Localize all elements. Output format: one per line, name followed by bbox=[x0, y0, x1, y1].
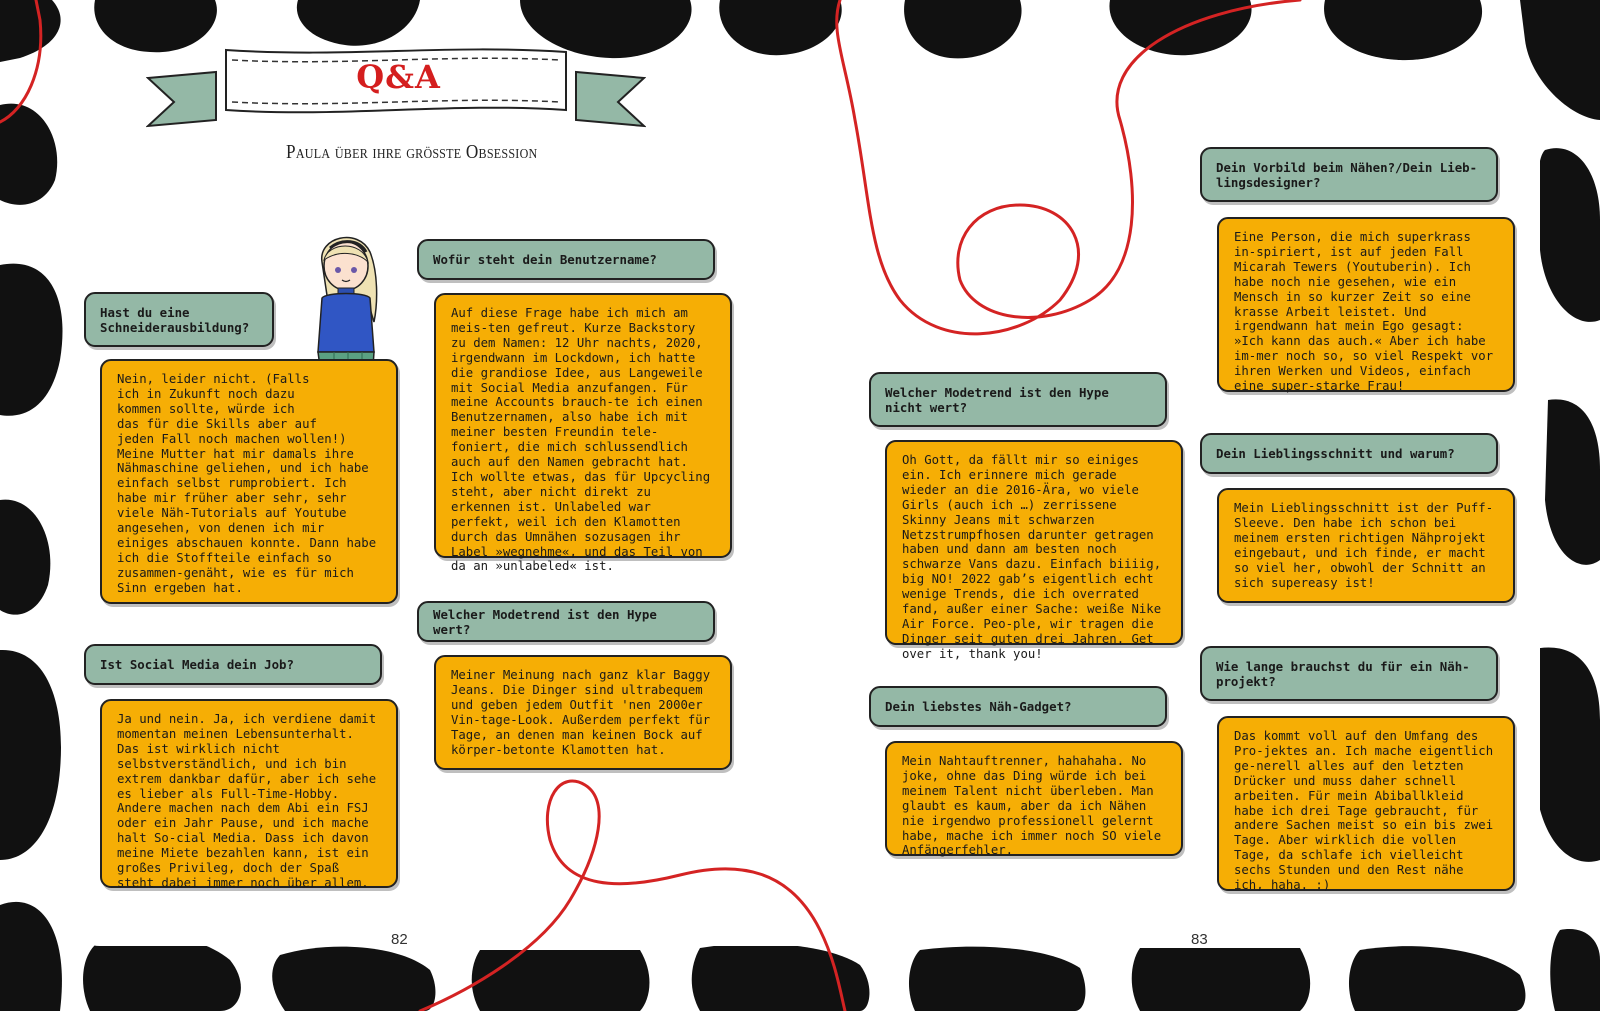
page-subtitle: Paula über ihre größte Obsession bbox=[286, 141, 538, 163]
question-box: Hast du eine Schneiderausbildung? bbox=[84, 292, 274, 347]
page-title: Q&A bbox=[356, 58, 441, 96]
question-box: Dein liebstes Näh-Gadget? bbox=[869, 686, 1167, 727]
answer-box: Auf diese Frage habe ich mich am meis-ten gefreut. Kurze Backstory zu dem Namen: 12 Uhr nachts, 2020, irgendwann im Lockdown, ich hatte die grandiose Idee, aus Langeweile mit Social Media anzufangen. Für meine Accounts brauch-te ich einen Benutzernamen, also habe ich mit meiner besten Freundin tele-foniert, die mich schlussendlich auch auf den Namen gebracht hat. Ich wollte etwas, das für Upcycling steht, aber nicht direkt zu erkennen ist. Unlabeled war perfekt, weil ich den Klamotten durch das Umnähen sozusagen ihr Label »wegnehme«, und das Teil von da an »unlabeled« ist. bbox=[434, 293, 732, 558]
answer-box: Ja und nein. Ja, ich verdiene damit momentan meinen Lebensunterhalt. Das ist wirklich nicht selbstverständlich, und ich bin extrem dankbar dafür, aber ich sehe es lieber als Full-Time-Hobby. Andere machen nach dem Abi ein FSJ oder ein Jahr Pause, und ich mache halt So-cial Media. Dass ich davon meine Miete bezahlen kann, ist ein großes Privileg, doch der Spaß steht dabei immer noch über allem. bbox=[100, 699, 398, 888]
answer-box: Mein Nahtauftrenner, hahahaha. No joke, ohne das Ding würde ich bei meinem Talent nicht überleben. Man glaubt es kaum, aber da ich Nähen nie irgendwo professionell gelernt habe, mache ich immer noch SO viele Anfängerfehler. bbox=[885, 741, 1183, 856]
question-box: Ist Social Media dein Job? bbox=[84, 644, 382, 685]
question-box: Dein Lieblingsschnitt und warum? bbox=[1200, 433, 1498, 474]
answer-box: Das kommt voll auf den Umfang des Pro-jektes an. Ich mache eigentlich ge-nerell alles auf den letzten Drücker und muss daher schnell arbeiten. Für mein Abiballkleid habe ich drei Tage gebraucht, für andere Sachen meist so ein bis zwei Tage. Aber wirklich die vollen Tage, da schlafe ich vielleicht sechs Stunden und den Rest nähe ich, haha. :) bbox=[1217, 716, 1515, 891]
answer-box: Nein, leider nicht. (Falls ich in Zukunft noch dazu kommen sollte, würde ich das für die Skills aber auf jeden Fall noch machen wollen!) Meine Mutter hat mir damals ihre Nähmaschine geliehen, und ich habe einfach selbst rumprobiert. Ich habe mir früher aber sehr, sehr viele Näh-Tutorials auf Youtube angesehen, von denen ich mir einiges abschauen konnte. Dann habe ich die Stoffteile einfach so zusammen-genäht, wie es für mich Sinn ergeben hat. bbox=[100, 359, 398, 604]
answer-box: Mein Lieblingsschnitt ist der Puff-Sleeve. Den habe ich schon bei meinem ersten richtigen Nähprojekt eingebaut, und ich finde, er macht so viel her, obwohl der Schnitt an sich supereasy ist! bbox=[1217, 488, 1515, 603]
page-number-left: 82 bbox=[391, 931, 408, 948]
question-box: Wie lange brauchst du für ein Näh-projekt? bbox=[1200, 646, 1498, 701]
question-box: Wofür steht dein Benutzername? bbox=[417, 239, 715, 280]
answer-box: Meiner Meinung nach ganz klar Baggy Jeans. Die Dinger sind ultrabequem und geben jedem Outfit 'nen 2000er Vin-tage-Look. Außerdem perfekt für Tage, an denen man keinen Bock auf körper-betonte Klamotten hat. bbox=[434, 655, 732, 770]
question-box: Welcher Modetrend ist den Hype nicht wert? bbox=[869, 372, 1167, 427]
question-box: Dein Vorbild beim Nähen?/Dein Lieb-lingsdesigner? bbox=[1200, 147, 1498, 202]
question-box: Welcher Modetrend ist den Hype wert? bbox=[417, 601, 715, 642]
answer-box: Oh Gott, da fällt mir so einiges ein. Ich erinnere mich gerade wieder an die 2016-Ära, wo viele Girls (auch ich …) zerrissene Skinny Jeans mit schwarzen Netzstrumpfhosen darunter getragen haben und dann am besten noch schwarze Vans dazu. Einfach biiiig, big NO! 2022 gab’s eigentlich echt wenige Trends, die ich overrated fand, außer einer Sache: weiße Nike Air Force. Peo-ple, wir tragen die Dinger seit guten drei Jahren. Get over it, thank you! bbox=[885, 440, 1183, 645]
page-number-right: 83 bbox=[1191, 931, 1208, 948]
answer-box: Eine Person, die mich superkrass in-spiriert, ist auf jeden Fall Micarah Tewers (Youtuberin). Ich habe noch nie gesehen, wie ein Mensch in so kurzer Zeit so eine krasse Arbeit leistet. Und irgendwann hat mein Ego gesagt: »Ich kann das auch.« Aber ich habe im-mer noch so, so viel Respekt vor ihren Werken und Videos, einfach eine super-starke Frau! bbox=[1217, 217, 1515, 392]
